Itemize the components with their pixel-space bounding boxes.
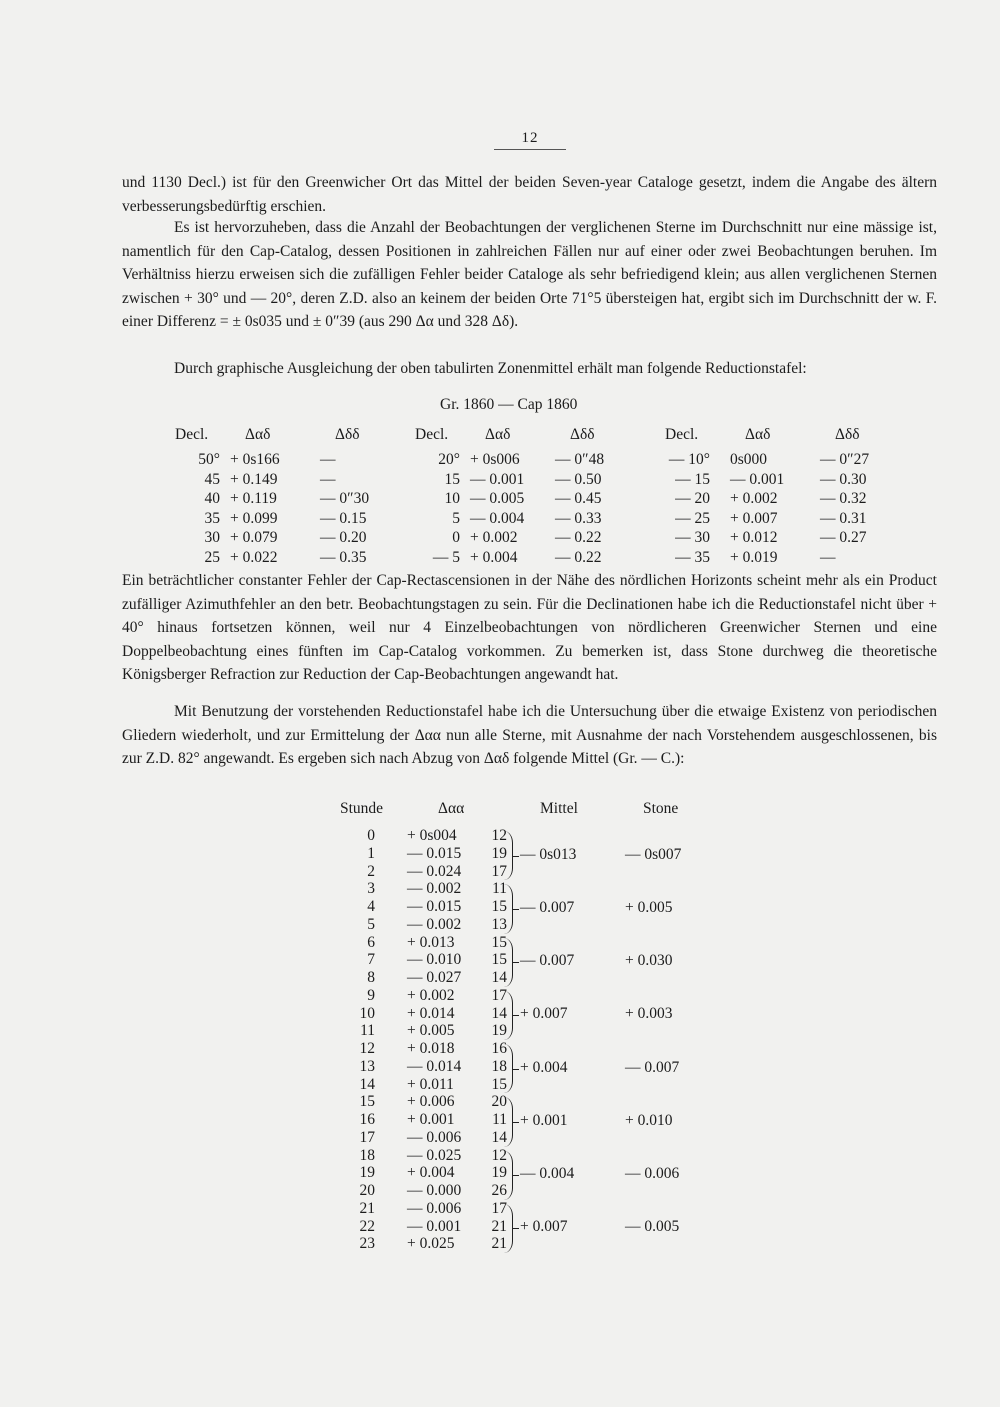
paragraph-2: Es ist hervorzuheben, dass die Anzahl der Beobachtungen der verglichenen Sterne im Durchschnitt nur eine mässige ist, namentlich für den Cap-Catalog, dessen Positionen in zahlreichen Fällen nur auf einer oder zwei Beobachtungen beruhen. Im Verhältniss hierzu erweisen sich die zufälligen Fehler beider Cataloge als sehr befriedigend klein; aus allen verglichenen Sternen zwischen + 30° und — 20°, deren Z.D. also an keinem der beiden Orte 71°5 übersteigen hat, ergibt sich im Durchschnitt der w. F. einer Differenz = ± 0s035 und ± 0″39 (aus 290 Δα und 328 Δδ). bbox=[122, 219, 937, 331]
reduction-table-cell: — 30 bbox=[675, 529, 710, 547]
reduction-table-cell: — 25 bbox=[675, 509, 710, 527]
reduction-table-cell: + 0.022 bbox=[230, 549, 278, 566]
hour-table-hour: 12 bbox=[359, 1040, 375, 1057]
hour-table-group-mean: — 0.007 bbox=[520, 952, 575, 970]
hour-table-hour: 15 bbox=[359, 1093, 375, 1111]
hour-table-count: 17 bbox=[491, 1199, 507, 1217]
hour-table-hour: 23 bbox=[359, 1235, 375, 1253]
reduction-table-cell: + 0.019 bbox=[730, 549, 778, 566]
hour-table-delta: + 0.018 bbox=[407, 1040, 455, 1057]
hour-table-group-mean: + 0.004 bbox=[520, 1058, 568, 1076]
hour-table-hour: 0 bbox=[367, 827, 375, 844]
hour-table-count: 17 bbox=[491, 862, 507, 880]
hour-table-hour: 17 bbox=[359, 1128, 375, 1146]
hour-table-group-brace bbox=[503, 938, 513, 987]
reduction-table-cell: + 0.002 bbox=[730, 490, 778, 508]
hour-table-count: 11 bbox=[492, 1111, 507, 1128]
hour-table-group-stone: + 0.005 bbox=[625, 898, 673, 916]
hour-table-count: 26 bbox=[491, 1182, 507, 1199]
reduction-table-cell: 40 bbox=[204, 490, 220, 508]
hour-table-delta: — 0.006 bbox=[407, 1199, 462, 1217]
reduction-table-cell: — 0.45 bbox=[555, 490, 602, 508]
reduction-table-cell: 45 bbox=[204, 470, 220, 488]
hour-table-hour: 10 bbox=[359, 1004, 375, 1022]
reduction-table-cell: — 0.22 bbox=[555, 549, 602, 566]
reduction-table-cell: — 0.004 bbox=[470, 509, 525, 527]
reduction-table-cell: + 0.149 bbox=[230, 470, 278, 488]
hour-table-delta: — 0.025 bbox=[407, 1146, 462, 1164]
hour-table-hour: 5 bbox=[367, 915, 375, 933]
hour-table-hour: 16 bbox=[359, 1111, 375, 1128]
hour-table-group-brace bbox=[503, 884, 513, 933]
hour-table-delta: — 0.010 bbox=[407, 951, 462, 969]
hour-table-delta: + 0.025 bbox=[407, 1235, 455, 1253]
hour-table-hour: 9 bbox=[367, 986, 375, 1004]
reduction-table-cell: — 0.005 bbox=[470, 490, 525, 508]
reduction-table-cell: — 0.31 bbox=[820, 509, 867, 527]
hour-table-count: 15 bbox=[491, 1075, 507, 1093]
page-number: 12 bbox=[521, 130, 539, 146]
reduction-table-header: Decl. bbox=[175, 426, 209, 443]
hour-table-hour: 19 bbox=[359, 1164, 375, 1182]
reduction-table-cell: + 0.007 bbox=[730, 509, 778, 527]
hour-table-delta: — 0.015 bbox=[407, 844, 462, 862]
hour-table-delta: + 0s004 bbox=[407, 827, 457, 844]
hour-table-header-delta: Δαα bbox=[438, 800, 465, 817]
reduction-table-cell: — bbox=[820, 549, 836, 566]
hour-table-group-mean: — 0.007 bbox=[520, 898, 575, 916]
hour-table-delta: + 0.011 bbox=[407, 1075, 454, 1093]
hour-table-count: 14 bbox=[491, 1004, 507, 1022]
hour-table-delta: — 0.014 bbox=[407, 1057, 462, 1075]
reduction-table-header: Decl. bbox=[665, 426, 699, 443]
reduction-table-cell: — 0.22 bbox=[555, 529, 602, 547]
reduction-table-header: Δαδ bbox=[485, 426, 511, 443]
hour-table-group-mean: + 0.001 bbox=[520, 1111, 568, 1129]
reduction-table-cell: — 0″48 bbox=[555, 451, 605, 468]
hour-table-delta: + 0.006 bbox=[407, 1093, 455, 1111]
hour-table-delta: + 0.014 bbox=[407, 1004, 455, 1022]
hour-table-group-brace bbox=[503, 1204, 513, 1253]
paragraph-5: Mit Benutzung der vorstehenden Reductionstafel habe ich die Untersuchung über die etwaige Existenz von periodischen Gliedern wiederholt, und zur Ermittelung der Δαα nun alle Sterne, mit Ausnahme der nach Vorstehendem ausgeschlossenen, bis zur Z.D. 82° angewandt. Es ergeben sich nach Abzug von Δαδ folgende Mittel (Gr. — C.): bbox=[122, 703, 937, 768]
hour-table-count: 14 bbox=[491, 1128, 507, 1146]
hour-table-group-mean: + 0.007 bbox=[520, 1005, 568, 1023]
hour-table-delta: — 0.015 bbox=[407, 898, 462, 915]
hour-table-group-mean: + 0.007 bbox=[520, 1218, 568, 1236]
reduction-table-header: Δδδ bbox=[570, 426, 595, 443]
hour-table-hour: 13 bbox=[359, 1057, 375, 1075]
hour-table-count: 14 bbox=[491, 969, 507, 986]
paragraph-3: Durch graphische Ausgleichung der oben tabulirten Zonenmittel erhält man folgende Reductionstafel: bbox=[174, 360, 807, 377]
reduction-table-cell: — 10° bbox=[668, 451, 710, 468]
reduction-table-cell: — 5 bbox=[432, 549, 460, 566]
hour-table-delta: — 0.000 bbox=[407, 1182, 462, 1199]
hour-table-hour: 1 bbox=[367, 844, 375, 862]
hour-table-group-stone: — 0.005 bbox=[625, 1218, 680, 1236]
hour-table-count: 17 bbox=[491, 986, 507, 1004]
reduction-table-cell: 35 bbox=[204, 509, 220, 527]
hour-table-count: 18 bbox=[491, 1057, 507, 1075]
hour-table-group-stone: — 0s007 bbox=[625, 845, 682, 863]
reduction-table-cell: — 35 bbox=[675, 549, 710, 566]
reduction-table-cell: — 0.33 bbox=[555, 509, 602, 527]
hour-table-hour: 3 bbox=[367, 880, 375, 898]
hour-table-hour: 4 bbox=[367, 898, 375, 915]
hour-table-group-brace bbox=[503, 991, 513, 1040]
hour-table-hour: 6 bbox=[367, 933, 375, 951]
hour-table-group-stone: + 0.010 bbox=[625, 1111, 673, 1129]
hour-table-header-hour: Stunde bbox=[340, 800, 384, 817]
page-number-rule bbox=[494, 149, 566, 150]
hour-table-delta: + 0.002 bbox=[407, 986, 455, 1004]
hour-table-delta: — 0.027 bbox=[407, 969, 462, 986]
hour-table-hour: 18 bbox=[359, 1146, 375, 1164]
hour-table-delta: + 0.005 bbox=[407, 1022, 455, 1040]
hour-table-group-stone: + 0.003 bbox=[625, 1005, 673, 1023]
reduction-table-cell: — bbox=[320, 470, 336, 488]
reduction-table-cell: 15 bbox=[444, 470, 460, 488]
reduction-table-cell: — 0″27 bbox=[820, 451, 870, 468]
reduction-table-cell: 0s000 bbox=[730, 451, 768, 468]
hour-table-count: 15 bbox=[491, 951, 507, 969]
reduction-table-cell: — 0.20 bbox=[320, 529, 367, 547]
hour-table-group-brace bbox=[503, 1044, 513, 1093]
hour-table-delta: + 0.004 bbox=[407, 1164, 455, 1182]
reduction-table-header: Decl. bbox=[415, 426, 449, 443]
hour-table-count: 20 bbox=[491, 1093, 507, 1111]
reduction-table-cell: — 0.32 bbox=[820, 490, 867, 508]
hour-table-hour: 21 bbox=[359, 1199, 375, 1217]
hour-table-delta: — 0.006 bbox=[407, 1128, 462, 1146]
hour-table-count: 11 bbox=[492, 880, 507, 898]
hour-table-header-mean: Mittel bbox=[540, 800, 578, 817]
hour-table-count: 19 bbox=[491, 844, 507, 862]
reduction-table-cell: 30 bbox=[204, 529, 220, 547]
reduction-table-header: Δδδ bbox=[835, 426, 860, 443]
reduction-table-cell: — 20 bbox=[675, 490, 710, 508]
hour-table-count: 19 bbox=[491, 1164, 507, 1182]
reduction-table-header: Δαδ bbox=[745, 426, 771, 443]
hour-table-count: 16 bbox=[491, 1040, 507, 1057]
hour-table-delta: — 0.001 bbox=[407, 1217, 462, 1235]
hour-table-header-stone: Stone bbox=[643, 800, 679, 817]
hour-table-group-stone: — 0.007 bbox=[625, 1058, 680, 1076]
hour-table-count: 13 bbox=[491, 915, 507, 933]
hour-table-group-brace bbox=[503, 1151, 513, 1200]
reduction-table-cell: — 0.15 bbox=[320, 509, 367, 527]
hour-table-count: 21 bbox=[491, 1235, 507, 1253]
hour-table-count: 12 bbox=[491, 827, 507, 844]
hour-table-group-mean: — 0s013 bbox=[520, 845, 577, 863]
hour-table-group-stone: — 0.006 bbox=[625, 1165, 680, 1183]
hour-table-group-mean: — 0.004 bbox=[520, 1165, 575, 1183]
reduction-table-cell: + 0.002 bbox=[470, 529, 518, 547]
hour-table-delta: + 0.013 bbox=[407, 933, 455, 951]
hour-table-count: 15 bbox=[491, 898, 507, 915]
reduction-table-cell: — 0.001 bbox=[470, 470, 525, 488]
reduction-table-cell: — 0.30 bbox=[820, 470, 867, 488]
reduction-table-cell: 50° bbox=[198, 451, 220, 468]
reduction-table-cell: — 0″30 bbox=[320, 490, 370, 508]
hour-table-hour: 7 bbox=[367, 951, 375, 969]
reduction-table-cell: 20° bbox=[438, 451, 460, 468]
reduction-table-cell: + 0.012 bbox=[730, 529, 778, 547]
reduction-table-header: Δαδ bbox=[245, 426, 271, 443]
hour-table-group-brace bbox=[503, 1097, 513, 1146]
reduction-table-cell: + 0s166 bbox=[230, 451, 280, 468]
paragraph-4: Ein beträchtlicher constanter Fehler der Cap-Rectascensionen in der Nähe des nördlichen Horizonts scheint mehr als ein Product zufälliger Azimuthfehler an den betr. Beobachtungstagen zu sein. Für die Declinationen habe ich die Reductionstafel nicht über + 40° hinaus fortsetzen können, weil nur 4 Einzelbeobachtungen von nördlicheren Greenwicher Sternen und eine Doppelbeobachtung eines fünften im Cap-Catalog vorkommen. Zu bemerken ist, dass Stone durchweg die theoretische Königsberger Refraction zur Reduction der Cap-Beobachtungen angewandt hat. bbox=[122, 572, 937, 684]
hour-table-hour: 2 bbox=[367, 862, 375, 880]
reduction-table-cell: — 0.27 bbox=[820, 529, 867, 547]
reduction-table-caption: Gr. 1860 — Cap 1860 bbox=[440, 396, 578, 413]
reduction-table-cell: — 0.35 bbox=[320, 549, 367, 566]
reduction-table-cell: — 0.50 bbox=[555, 470, 602, 488]
hour-table-delta: — 0.024 bbox=[407, 862, 462, 880]
reduction-table-cell: — 15 bbox=[675, 470, 710, 488]
hour-table-count: 12 bbox=[491, 1146, 507, 1164]
hour-table-count: 15 bbox=[491, 933, 507, 951]
reduction-table-cell: 5 bbox=[452, 509, 460, 527]
reduction-table-cell: — 0.001 bbox=[730, 470, 785, 488]
reduction-table-cell: — bbox=[320, 451, 336, 468]
hour-table-delta: — 0.002 bbox=[407, 880, 462, 898]
hour-table-group-stone: + 0.030 bbox=[625, 952, 673, 970]
reduction-table-cell: 25 bbox=[204, 549, 220, 566]
reduction-table-cell: + 0s006 bbox=[470, 451, 520, 468]
reduction-table-cell: + 0.119 bbox=[230, 490, 277, 508]
paragraph-1: und 1130 Decl.) ist für den Greenwicher Ort das Mittel der beiden Seven-year Cataloge gesetzt, indem die Angabe des ältern verbesserungsbedürftig erschien. bbox=[122, 174, 937, 215]
hour-table-hour: 22 bbox=[359, 1217, 375, 1235]
hour-table-count: 19 bbox=[491, 1022, 507, 1040]
hour-table-count: 21 bbox=[491, 1217, 507, 1235]
reduction-table-cell: + 0.099 bbox=[230, 509, 278, 527]
hour-table-delta: + 0.001 bbox=[407, 1111, 455, 1128]
hour-table-group-brace bbox=[503, 831, 513, 880]
hour-table-hour: 14 bbox=[359, 1075, 375, 1093]
reduction-table-cell: 10 bbox=[444, 490, 460, 508]
hour-table-hour: 8 bbox=[367, 969, 375, 986]
reduction-table-cell: + 0.079 bbox=[230, 529, 278, 547]
reduction-table-cell: + 0.004 bbox=[470, 549, 518, 566]
hour-table-hour: 20 bbox=[359, 1182, 375, 1199]
reduction-table-header: Δδδ bbox=[335, 426, 360, 443]
hour-table-hour: 11 bbox=[360, 1022, 375, 1040]
reduction-table-cell: 0 bbox=[452, 529, 460, 547]
hour-table-delta: — 0.002 bbox=[407, 915, 462, 933]
